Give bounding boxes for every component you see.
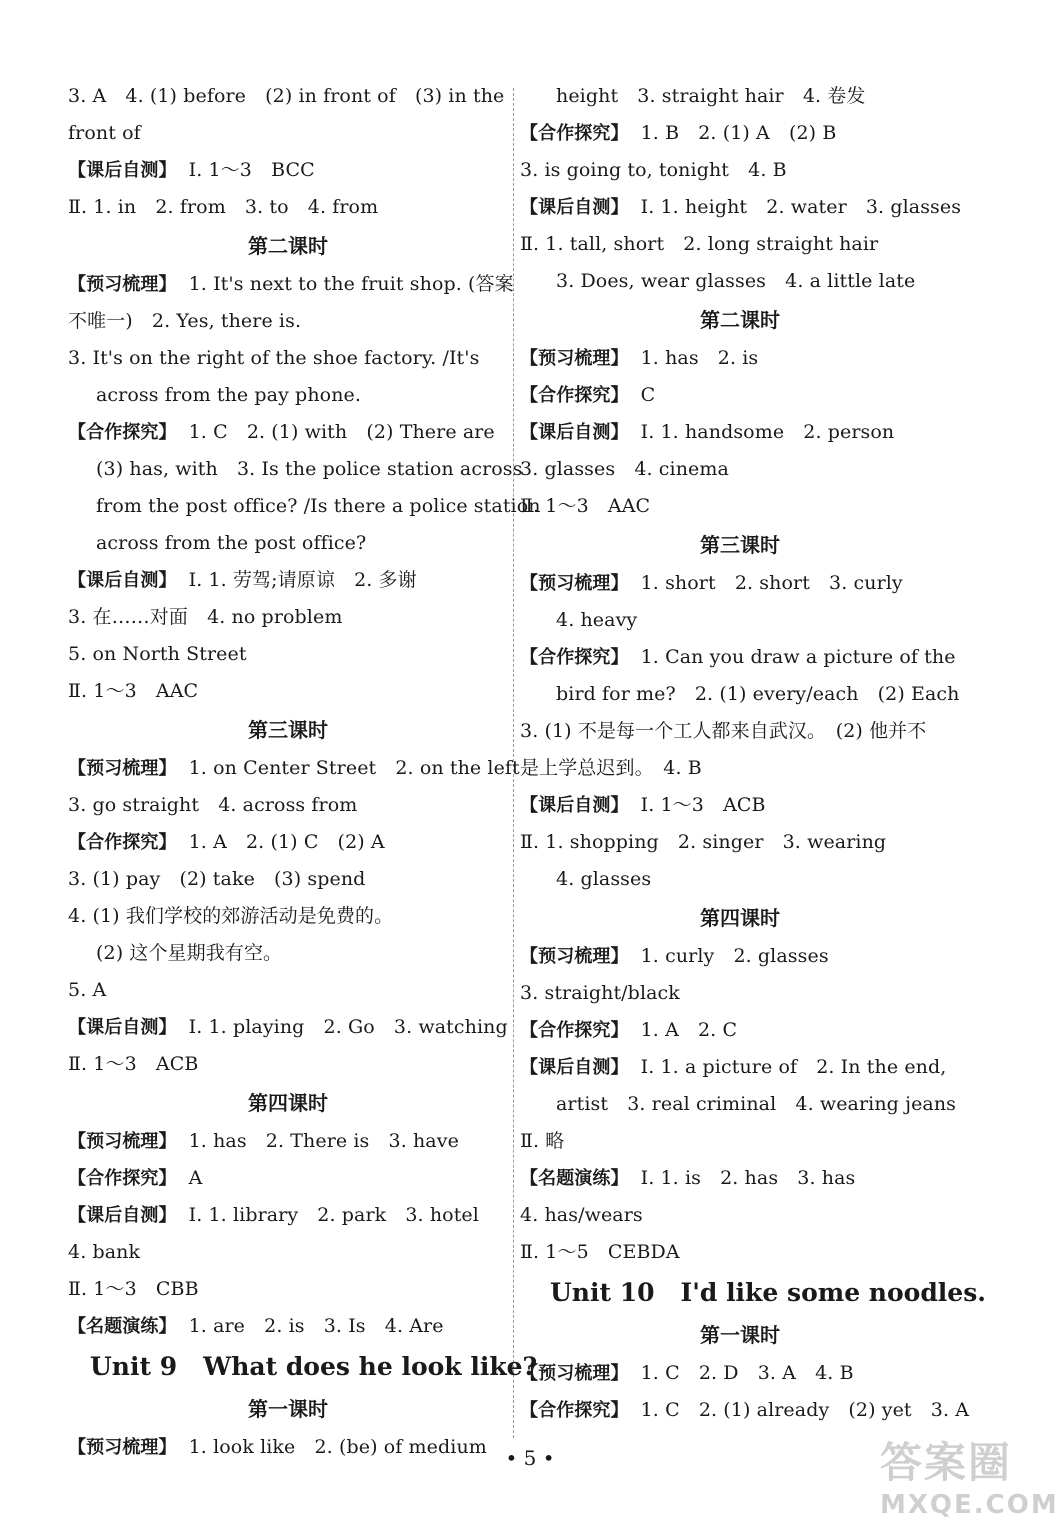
answer-line: 3. (1) pay (2) take (3) spend xyxy=(68,868,366,890)
answer-line: 4. bank xyxy=(68,1241,141,1263)
answer-text: 1. C 2. (1) with (2) There are xyxy=(188,421,495,443)
section-heading: 第二课时 xyxy=(248,234,328,258)
watermark-cn: 答案圈 xyxy=(880,1438,1013,1487)
section-tag: 【名题演练】 xyxy=(520,1168,629,1189)
section-heading: 第四课时 xyxy=(248,1091,328,1115)
unit-heading xyxy=(520,1271,986,1315)
section-heading: 第四课时 xyxy=(700,906,780,930)
answer-text: 1. Can you draw a picture of the xyxy=(640,646,956,668)
answer-line: 3. Does, wear glasses 4. a little late xyxy=(556,270,916,292)
answer-text: Ⅰ. 1. library 2. park 3. hotel xyxy=(188,1204,479,1226)
answer-line xyxy=(520,938,960,975)
section-heading: 第一课时 xyxy=(248,1397,328,1421)
section-tag: 【预习梳理】 xyxy=(68,758,177,779)
answer-text: 1. look like 2. (be) of medium xyxy=(188,1436,487,1458)
answer-line: Ⅱ. 1～3 AAC xyxy=(520,495,651,517)
answer-line xyxy=(68,1197,508,1234)
section-heading: 第三课时 xyxy=(248,718,328,742)
answer-text: Ⅰ. 1～3 ACB xyxy=(640,794,766,816)
answer-line xyxy=(68,266,514,303)
answer-line: Ⅱ. 1～3 CBB xyxy=(68,1278,199,1300)
answer-line: Ⅱ. 1. shopping 2. singer 3. wearing xyxy=(520,831,887,853)
answer-line xyxy=(520,414,960,451)
section-tag: 【课后自测】 xyxy=(68,1205,177,1226)
answer-line: 5. on North Street xyxy=(68,643,247,665)
section-tag: 【预习梳理】 xyxy=(520,946,629,967)
answer-text: Ⅰ. 1～3 BCC xyxy=(188,159,315,181)
answer-line: (3) has, with 3. Is the police station across xyxy=(96,458,523,480)
answer-text: Ⅰ. 1. height 2. water 3. glasses xyxy=(640,196,962,218)
answer-line: 3. straight/black xyxy=(520,982,680,1004)
answer-line xyxy=(68,1160,508,1197)
answer-text: 1. curly 2. glasses xyxy=(640,945,829,967)
unit-title: What does he look like? xyxy=(203,1352,538,1381)
section-tag: 【课后自测】 xyxy=(520,1057,629,1078)
answer-line xyxy=(520,340,960,377)
section-tag: 【名题演练】 xyxy=(68,1316,177,1337)
answer-text: 1. B 2. (1) A (2) B xyxy=(640,122,837,144)
unit-title: I'd like some noodles. xyxy=(680,1278,986,1307)
answer-line xyxy=(520,1012,960,1049)
answer-line xyxy=(68,562,508,599)
answer-line xyxy=(520,1049,960,1086)
answer-line xyxy=(520,115,960,152)
answer-line xyxy=(68,152,508,189)
answer-text: A xyxy=(188,1167,203,1189)
section-tag: 【合作探究】 xyxy=(520,1400,629,1421)
watermark-logo xyxy=(880,1438,1059,1530)
unit-number: Unit 9 xyxy=(90,1352,178,1381)
answer-line: across from the pay phone. xyxy=(96,384,362,406)
section-tag: 【课后自测】 xyxy=(68,1017,177,1038)
right-column xyxy=(520,78,986,1429)
answer-text: 1. It's next to the fruit shop. (答案 xyxy=(188,273,514,295)
answer-line: 3. It's on the right of the shoe factory. /It's xyxy=(68,347,480,369)
answer-text: 1. has 2. is xyxy=(640,347,759,369)
answer-text: Ⅰ. 1. handsome 2. person xyxy=(640,421,895,443)
answer-line: from the post office? /Is there a police station xyxy=(96,495,541,517)
section-tag: 【合作探究】 xyxy=(68,832,177,853)
answer-line: 3. 在……对面 4. no problem xyxy=(68,606,343,628)
section-tag: 【课后自测】 xyxy=(68,570,177,591)
section-tag: 【合作探究】 xyxy=(520,123,629,144)
section-heading: 第一课时 xyxy=(700,1323,780,1347)
answer-text: 1. has 2. There is 3. have xyxy=(188,1130,459,1152)
answer-line xyxy=(520,1355,960,1392)
answer-line xyxy=(520,639,960,676)
section-tag: 【预习梳理】 xyxy=(520,348,629,369)
answer-line xyxy=(68,824,508,861)
answer-text: 1. short 2. short 3. curly xyxy=(640,572,903,594)
answer-line: 4. glasses xyxy=(556,868,652,890)
answer-line: artist 3. real criminal 4. wearing jeans xyxy=(556,1093,957,1115)
answer-line: 3. is going to, tonight 4. B xyxy=(520,159,787,181)
answer-text: 1. C 2. D 3. A 4. B xyxy=(640,1362,854,1384)
section-tag: 【预习梳理】 xyxy=(68,1437,177,1458)
answer-text: 1. C 2. (1) already (2) yet 3. A xyxy=(640,1399,970,1421)
answer-text: 1. on Center Street 2. on the left xyxy=(188,757,520,779)
section-tag: 【合作探究】 xyxy=(68,422,177,443)
answer-line: 3. A 4. (1) before (2) in front of (3) in the xyxy=(68,85,505,107)
unit-number: Unit 10 xyxy=(550,1278,655,1307)
section-tag: 【预习梳理】 xyxy=(520,573,629,594)
left-column xyxy=(68,78,541,1466)
answer-line: Ⅱ. 1～3 ACB xyxy=(68,1053,199,1075)
section-tag: 【合作探究】 xyxy=(68,1168,177,1189)
section-tag: 【预习梳理】 xyxy=(68,1131,177,1152)
section-tag: 【课后自测】 xyxy=(520,795,629,816)
answer-line: Ⅱ. 1. in 2. from 3. to 4. from xyxy=(68,196,379,218)
answer-line: 4. has/wears xyxy=(520,1204,643,1226)
section-tag: 【课后自测】 xyxy=(68,160,177,181)
answer-line xyxy=(68,1009,508,1046)
section-tag: 【预习梳理】 xyxy=(520,1363,629,1384)
answer-text: Ⅰ. 1. a picture of 2. In the end, xyxy=(640,1056,947,1078)
answer-line: Ⅱ. 1～3 AAC xyxy=(68,680,199,702)
answer-line: front of xyxy=(68,122,141,144)
answer-text: Ⅰ. 1. 劳驾;请原谅 2. 多谢 xyxy=(188,569,417,591)
answer-line: 5. A xyxy=(68,979,107,1001)
section-tag: 【合作探究】 xyxy=(520,1020,629,1041)
section-tag: 【合作探究】 xyxy=(520,647,629,668)
answer-text: Ⅰ. 1. playing 2. Go 3. watching xyxy=(188,1016,508,1038)
section-tag: 【课后自测】 xyxy=(520,422,629,443)
section-tag: 【合作探究】 xyxy=(520,385,629,406)
answer-line xyxy=(68,750,520,787)
answer-text: 1. A 2. C xyxy=(640,1019,738,1041)
answer-line: 4. heavy xyxy=(556,609,638,631)
answer-line xyxy=(520,787,960,824)
section-heading: 第三课时 xyxy=(700,533,780,557)
unit-heading xyxy=(68,1345,538,1389)
answer-line: Ⅱ. 1. tall, short 2. long straight hair xyxy=(520,233,879,255)
section-heading: 第二课时 xyxy=(700,308,780,332)
answer-line: Ⅱ. 1～5 CEBDA xyxy=(520,1241,680,1263)
section-tag: 【预习梳理】 xyxy=(68,274,177,295)
page-number: • 5 • xyxy=(505,1446,555,1470)
answer-text: 1. are 2. is 3. Is 4. Are xyxy=(188,1315,444,1337)
answer-line xyxy=(520,377,960,414)
answer-line xyxy=(68,1123,508,1160)
answer-line: 4. (1) 我们学校的郊游活动是免费的。 xyxy=(68,905,394,927)
answer-line xyxy=(520,1392,970,1429)
answer-text: Ⅰ. 1. is 2. has 3. has xyxy=(640,1167,856,1189)
watermark-en: MXQE.COM xyxy=(880,1490,1059,1520)
section-tag: 【课后自测】 xyxy=(520,197,629,218)
answer-line: height 3. straight hair 4. 卷发 xyxy=(556,85,866,107)
answer-line: across from the post office? xyxy=(96,532,367,554)
answer-line xyxy=(68,414,508,451)
answer-line xyxy=(520,565,960,602)
answer-text: 1. A 2. (1) C (2) A xyxy=(188,831,385,853)
answer-line: 是上学总迟到。 4. B xyxy=(520,757,702,779)
answer-line: (2) 这个星期我有空。 xyxy=(96,942,283,964)
answer-line: 3. go straight 4. across from xyxy=(68,794,358,816)
answer-line: 3. glasses 4. cinema xyxy=(520,458,729,480)
answer-line: 3. (1) 不是每一个工人都来自武汉。 (2) 他并不 xyxy=(520,720,927,742)
answer-line: Ⅱ. 略 xyxy=(520,1130,565,1152)
answer-line xyxy=(520,1160,960,1197)
answer-line xyxy=(68,1308,508,1345)
answer-line xyxy=(520,189,960,226)
answer-line: 不唯一) 2. Yes, there is. xyxy=(68,310,302,332)
answer-line: bird for me? 2. (1) every/each (2) Each xyxy=(556,683,960,705)
answer-text: C xyxy=(640,384,656,406)
